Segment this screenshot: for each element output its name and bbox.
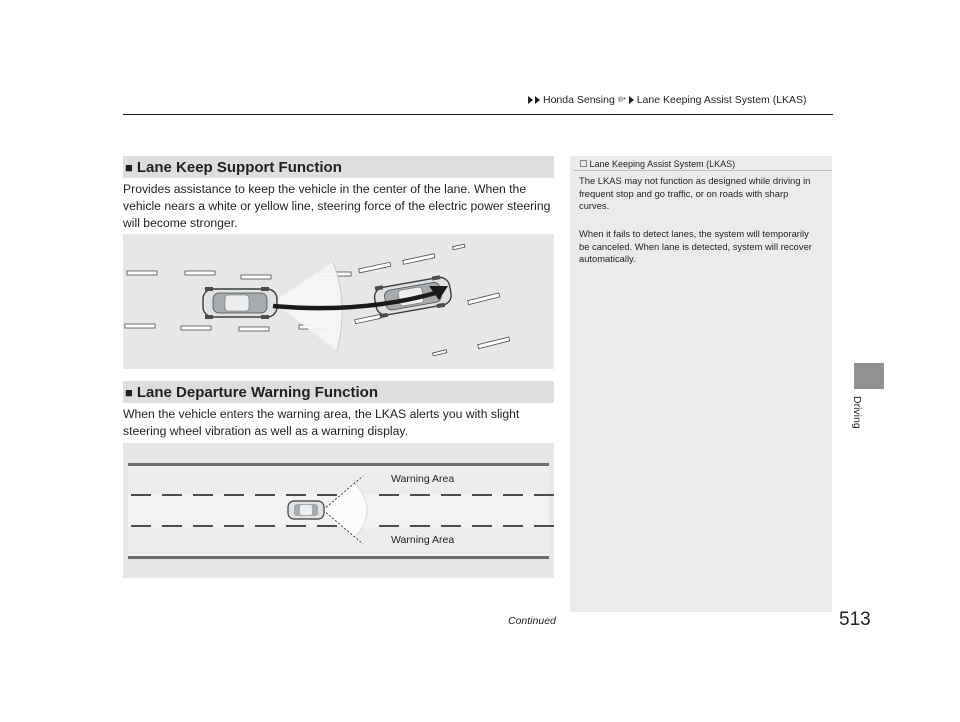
sidebar-heading bbox=[579, 158, 735, 169]
square-bullet-icon: ■ bbox=[125, 384, 133, 400]
lane-dash bbox=[255, 525, 275, 527]
section-body-lane-keep: Provides assistance to keep the vehicle in the center of the lane. When the vehicle nears a white or yellow line, steering force of the electric power steering will become stronger. bbox=[123, 182, 551, 230]
lane-dash bbox=[534, 494, 554, 496]
arrow-icon bbox=[535, 96, 540, 104]
lane-dash bbox=[224, 525, 244, 527]
lane-dash bbox=[410, 494, 430, 496]
lane-departure-diagram bbox=[123, 443, 554, 578]
chapter-tab-label bbox=[847, 396, 869, 446]
lane-dash bbox=[410, 525, 430, 527]
chapter-tab-text: Driving bbox=[851, 396, 863, 429]
lane-dash bbox=[503, 494, 523, 496]
sidebar-title: Lane Keeping Assist System (LKAS) bbox=[589, 158, 736, 169]
lane-dash bbox=[441, 494, 461, 496]
lane-dash bbox=[534, 525, 554, 527]
sidebar-paragraph-2: When it fails to detect lanes, the system will temporarily be canceled. When lane is detected, system will recover automatically. bbox=[579, 228, 812, 264]
section-body-lane-departure: When the vehicle enters the warning area, the LKAS alerts you with slight steering wheel vibration as well as a warning display. bbox=[123, 407, 520, 438]
lane-dash bbox=[503, 525, 523, 527]
section-header-lane-keep bbox=[123, 156, 554, 178]
warning-area-label-bottom: Warning Area bbox=[391, 534, 455, 546]
section-title: Lane Keep Support Function bbox=[136, 158, 342, 176]
continued-label: Continued bbox=[508, 615, 556, 627]
lane-keep-diagram bbox=[123, 234, 554, 369]
lane-dash bbox=[379, 525, 399, 527]
square-bullet-icon: ■ bbox=[125, 159, 133, 175]
sidebar-paragraph-1: The LKAS may not function as designed while driving in frequent stop and go traffic, or on roads with sharp curves. bbox=[579, 175, 811, 211]
lane-dash bbox=[193, 525, 213, 527]
warning-area-label-top: Warning Area bbox=[391, 473, 455, 485]
lane-dash bbox=[317, 494, 337, 496]
lane-dash bbox=[131, 525, 151, 527]
lane-dash bbox=[379, 494, 399, 496]
lane-dash bbox=[224, 494, 244, 496]
lane-dash bbox=[162, 525, 182, 527]
sidebar-panel bbox=[570, 156, 832, 612]
reference-mark-icon: ▢ bbox=[579, 158, 588, 168]
lane-dash bbox=[441, 525, 461, 527]
lane-dash bbox=[317, 525, 337, 527]
section-header-lane-departure bbox=[123, 381, 554, 403]
lane-dash bbox=[131, 494, 151, 496]
lane-dash bbox=[193, 494, 213, 496]
lane-dash bbox=[286, 494, 306, 496]
sidebar-rule bbox=[574, 170, 832, 171]
breadcrumb-mark: ®* bbox=[617, 96, 626, 104]
lane-dash bbox=[255, 494, 275, 496]
lane-dash bbox=[472, 525, 492, 527]
arrow-icon bbox=[528, 96, 533, 104]
header-rule bbox=[123, 114, 833, 115]
breadcrumb-part2: Lane Keeping Assist System (LKAS) bbox=[636, 94, 807, 106]
breadcrumb bbox=[528, 94, 807, 106]
lane-dash bbox=[472, 494, 492, 496]
car-left bbox=[203, 287, 277, 319]
arrow-icon bbox=[629, 96, 634, 104]
chapter-tab bbox=[854, 363, 884, 389]
section-title: Lane Departure Warning Function bbox=[136, 383, 378, 401]
page-number: 513 bbox=[839, 609, 871, 630]
lane-dash bbox=[162, 494, 182, 496]
car bbox=[288, 501, 324, 519]
lane-dash bbox=[286, 525, 306, 527]
breadcrumb-part1: Honda Sensing bbox=[543, 94, 615, 106]
